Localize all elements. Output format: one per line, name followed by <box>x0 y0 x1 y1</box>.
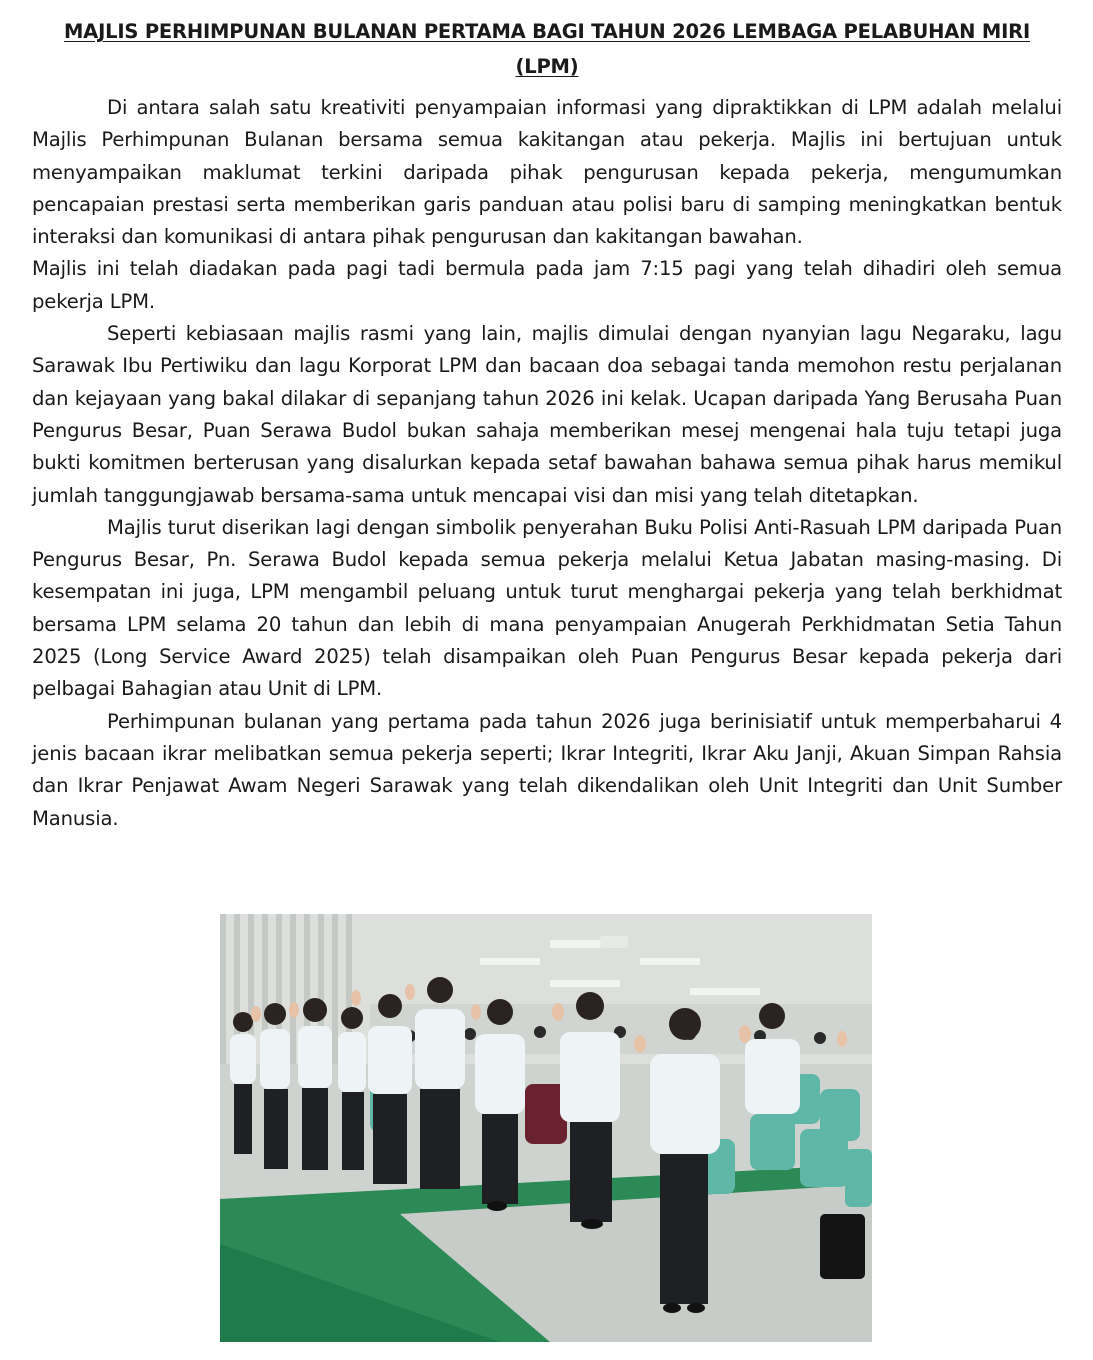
paragraph-intro: Di antara salah satu kreativiti penyampaian informasi yang dipraktikkan di LPM adalah melalui Majlis Perhimpunan Bulanan bersama semua kakitangan atau pekerja. Majlis ini bertujuan untuk menyampaikan maklumat terkini daripada pihak pengurusan kepada pekerja, mengumumkan pencapaian prestasi serta memberikan garis panduan atau polisi baru di samping meningkatkan bentuk interaksi dan komunikasi di antara pihak pengurusan dan kakitangan bawahan. <box>32 96 1062 249</box>
assembly-photo <box>220 914 872 1342</box>
paragraph-pledge: Perhimpunan bulanan yang pertama pada tahun 2026 juga berinisiatif untuk memperbaharui 4 jenis bacaan ikrar melibatkan semua pekerja seperti; Ikrar Integriti, Ikrar Aku Janji, Akuan Simpan Rahsia dan Ikrar Penjawat Awam Negeri Sarawak yang telah dikendalikan oleh Unit Integriti dan Unit Sumber Manusia. <box>32 709 1062 830</box>
document-title: MAJLIS PERHIMPUNAN BULANAN PERTAMA BAGI TAHUN 2026 LEMBAGA PELABUHAN MIRI (LPM) <box>63 20 1031 78</box>
paragraph-ceremony: Seperti kebiasaan majlis rasmi yang lain, majlis dimulai dengan nyanyian lagu Negaraku, lagu Sarawak Ibu Pertiwiku dan lagu Korporat LPM dan bacaan doa sebagai tanda memohon restu perjalanan dan kejayaan yang bakal dilakar di sepanjang tahun 2026 ini kelak. Ucapan daripada Yang Berusaha Puan Pengurus Besar, Puan Serawa Budol bukan sahaja memberikan mesej mengenai hala tuju tetapi juga bukti komitmen berterusan yang disalurkan kepada setaf bawahan bahawa semua pihak harus memikul jumlah tanggungjawab bersama-sama untuk mencapai visi dan misi yang telah ditetapkan. <box>32 322 1062 507</box>
document-body <box>32 92 1062 835</box>
document-page <box>32 14 1062 835</box>
paragraph-award: Majlis turut diserikan lagi dengan simbolik penyerahan Buku Polisi Anti-Rasuah LPM daripada Puan Pengurus Besar, Pn. Serawa Budol kepada semua pekerja melalui Ketua Jabatan masing-masing. Di kesempatan ini juga, LPM mengambil peluang untuk turut menghargai pekerja yang telah berkhidmat bersama LPM selama 20 tahun dan lebih di mana penyampaian Anugerah Perkhidmatan Setia Tahun 2025 (Long Service Award 2025) telah disampaikan oleh Puan Pengurus Besar kepada pekerja dari pelbagai Bahagian atau Unit di LPM. <box>32 515 1062 701</box>
paragraph-time: Majlis ini telah diadakan pada pagi tadi bermula pada jam 7:15 pagi yang telah dihadiri oleh semua pekerja LPM. <box>32 257 1062 313</box>
